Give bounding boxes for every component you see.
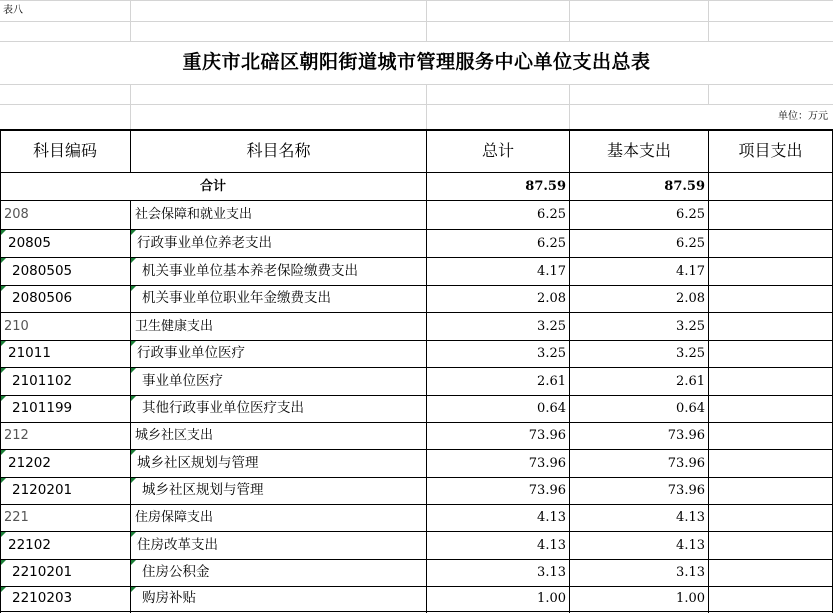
error-indicator-icon [1, 478, 6, 483]
subject-code: 2210201 [12, 564, 73, 580]
error-indicator-icon [1, 341, 6, 346]
total-value: 73.96 [528, 456, 566, 471]
gridline [569, 0, 570, 41]
error-indicator-icon [131, 587, 136, 592]
error-indicator-icon [1, 258, 6, 263]
basic-value: 6.25 [676, 207, 705, 222]
subject-code: 22102 [8, 537, 51, 553]
total-value: 73.96 [528, 428, 566, 443]
basic-value: 2.61 [676, 374, 705, 389]
total-value: 2.61 [537, 374, 566, 389]
subject-code: 210 [4, 319, 29, 334]
summary-basic: 87.59 [664, 179, 705, 194]
subject-code: 208 [4, 207, 29, 222]
subject-name: 事业单位医疗 [142, 373, 223, 389]
column-header-project: 项目支出 [738, 141, 803, 160]
sheet-label: 表八 [3, 5, 23, 16]
subject-code: 21011 [8, 345, 51, 361]
subject-name: 城乡社区支出 [135, 428, 214, 443]
gridline [569, 84, 570, 130]
total-value: 3.25 [537, 319, 566, 334]
subject-code: 2101199 [12, 400, 73, 416]
subject-name: 住房改革支出 [137, 537, 218, 553]
gridline [0, 104, 833, 105]
error-indicator-icon [131, 286, 136, 291]
error-indicator-icon [1, 286, 6, 291]
error-indicator-icon [131, 560, 136, 565]
error-indicator-icon [1, 587, 6, 592]
column-header-name: 科目名称 [246, 141, 311, 160]
basic-value: 4.13 [676, 510, 705, 525]
error-indicator-icon [1, 230, 6, 235]
subject-code: 20805 [8, 235, 51, 251]
basic-value: 3.25 [676, 346, 705, 361]
error-indicator-icon [131, 368, 136, 373]
total-value: 4.13 [537, 510, 566, 525]
subject-name: 行政事业单位养老支出 [137, 235, 272, 251]
subject-code: 2210203 [12, 590, 73, 606]
subject-code: 2101102 [12, 373, 73, 389]
error-indicator-icon [131, 532, 136, 537]
page-title: 重庆市北碚区朝阳街道城市管理服务中心单位支出总表 [182, 51, 651, 73]
basic-value: 3.25 [676, 319, 705, 334]
gridline [708, 84, 709, 104]
basic-value: 0.64 [676, 401, 705, 416]
gridline [426, 0, 427, 41]
basic-value: 3.13 [676, 565, 705, 580]
basic-value: 4.13 [676, 538, 705, 553]
total-value: 0.64 [537, 401, 566, 416]
error-indicator-icon [131, 341, 136, 346]
subject-name: 住房保障支出 [135, 510, 214, 525]
gridline [130, 84, 131, 130]
error-indicator-icon [131, 230, 136, 235]
subject-code: 221 [4, 510, 29, 525]
subject-name: 其他行政事业单位医疗支出 [142, 400, 304, 416]
total-value: 4.17 [537, 264, 566, 279]
error-indicator-icon [131, 450, 136, 455]
column-header-basic: 基本支出 [606, 141, 671, 160]
basic-value: 2.08 [676, 291, 705, 306]
column-header-total: 总计 [481, 141, 514, 160]
basic-value: 4.17 [676, 264, 705, 279]
subject-name: 机关事业单位基本养老保险缴费支出 [142, 263, 358, 279]
total-value: 1.00 [537, 591, 566, 606]
subject-name: 卫生健康支出 [135, 319, 214, 334]
error-indicator-icon [1, 368, 6, 373]
error-indicator-icon [1, 450, 6, 455]
subject-name: 城乡社区规划与管理 [142, 482, 264, 498]
basic-value: 1.00 [676, 591, 705, 606]
gridline [130, 0, 131, 41]
subject-name: 住房公积金 [142, 564, 210, 580]
summary-total: 87.59 [525, 179, 566, 194]
subject-name: 行政事业单位医疗 [137, 345, 245, 361]
subject-name: 社会保障和就业支出 [135, 207, 253, 222]
total-value: 3.13 [537, 565, 566, 580]
subject-name: 城乡社区规划与管理 [137, 455, 259, 471]
subject-code: 2080505 [12, 263, 73, 279]
basic-value: 73.96 [667, 428, 705, 443]
total-value: 73.96 [528, 483, 566, 498]
total-value: 6.25 [537, 236, 566, 251]
total-value: 3.25 [537, 346, 566, 361]
gridline [426, 84, 427, 130]
subject-code: 2120201 [12, 482, 73, 498]
summary-label: 合计 [199, 179, 226, 194]
subject-code: 21202 [8, 455, 51, 471]
subject-name: 机关事业单位职业年金缴费支出 [142, 290, 331, 306]
basic-value: 73.96 [667, 483, 705, 498]
error-indicator-icon [131, 396, 136, 401]
subject-code: 2080506 [12, 290, 73, 306]
total-value: 6.25 [537, 207, 566, 222]
subject-code: 212 [4, 428, 29, 443]
error-indicator-icon [131, 258, 136, 263]
subject-name: 购房补贴 [142, 590, 196, 606]
gridline [708, 0, 709, 41]
error-indicator-icon [1, 560, 6, 565]
error-indicator-icon [131, 478, 136, 483]
table-border [708, 129, 709, 613]
error-indicator-icon [1, 532, 6, 537]
total-value: 2.08 [537, 291, 566, 306]
gridline [0, 41, 833, 42]
basic-value: 6.25 [676, 236, 705, 251]
error-indicator-icon [1, 396, 6, 401]
column-header-code: 科目编码 [32, 141, 97, 160]
total-value: 4.13 [537, 538, 566, 553]
unit-label: 单位：万元 [778, 111, 828, 122]
basic-value: 73.96 [667, 456, 705, 471]
